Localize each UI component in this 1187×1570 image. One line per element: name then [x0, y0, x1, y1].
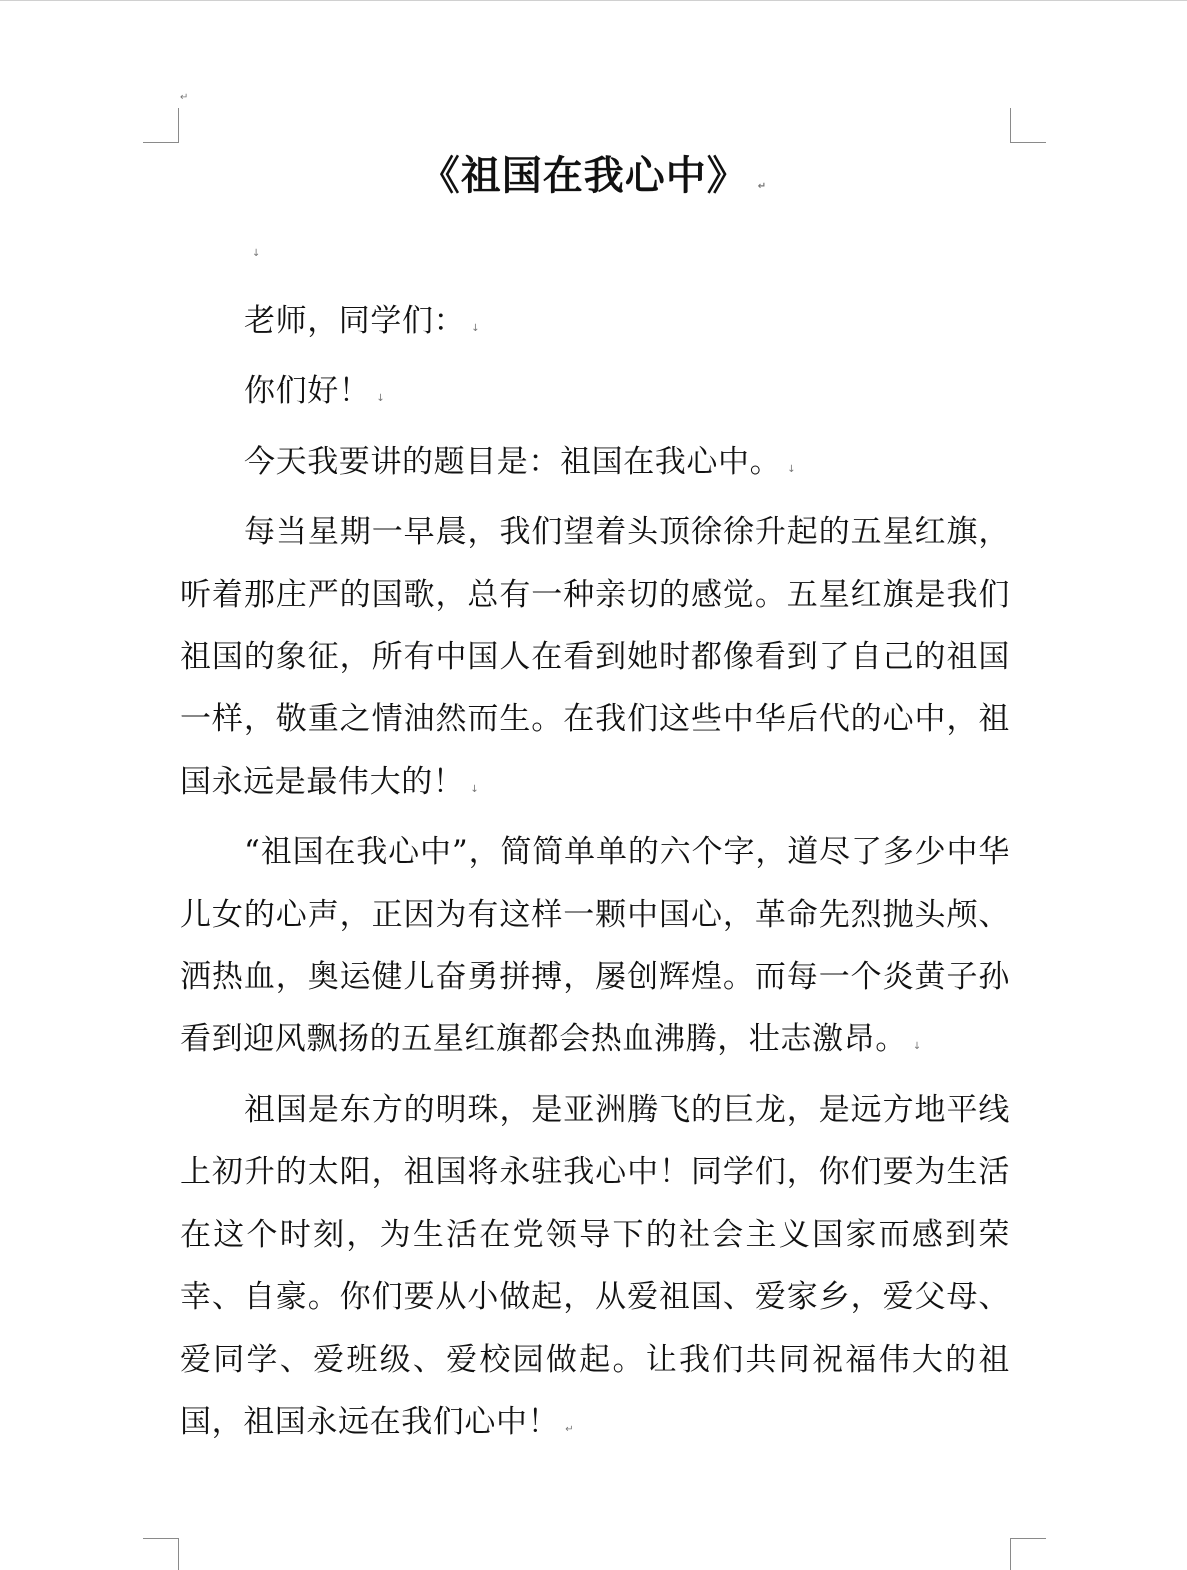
paragraph-mark-icon: ↵ [757, 181, 768, 192]
title-text: 《祖国在我心中》 [419, 153, 748, 199]
margin-corner-mark-bottom-left [143, 1538, 179, 1570]
page-top-edge [0, 0, 1187, 1]
margin-corner-mark-top-left [143, 108, 179, 143]
document-title[interactable] [0, 150, 1187, 213]
paragraph-body-3[interactable]: 祖国是东方的明珠，是亚洲腾飞的巨龙，是远方地平线上初升的太阳，祖国将永驻我心中！同学们，你们要为生活在这个时刻，为生活在党领导下的社会主义国家而感到荣幸、自豪。你们要从小做起，从爱祖国、爱家乡，爱父母、爱同学、爱班级、爱校园做起。让我们共同祝福伟大的祖国，祖国永远在我们心中！ ↵ [180, 1091, 1010, 1440]
paragraph-body-1[interactable]: 每当星期一早晨，我们望着头顶徐徐升起的五星红旗，听着那庄严的国歌，总有一种亲切的感觉。五星红旗是我们祖国的象征，所有中国人在看到她时都像看到了自己的祖国一样，敬重之情油然而生。在我们这些中华后代的心中，祖国永远是最伟大的！ ↓ [180, 514, 1010, 800]
paragraph-body-2[interactable]: “祖国在我心中”，简简单单的六个字，道尽了多少中华儿女的心声，正因为有这样一颗中国心，革命先烈抛头颅、洒热血，奥运健儿奋勇拼搏，屡创辉煌。而每一个炎黄子孙看到迎风飘扬的五星红旗都会热血沸腾，壮志激昂。 ↓ [180, 834, 1010, 1058]
margin-corner-mark-bottom-right [1010, 1538, 1046, 1570]
paragraph-greeting[interactable]: 老师，同学们： ↓ [244, 303, 481, 339]
document-body[interactable] [180, 290, 1010, 1461]
line-break-mark-icon: ↓ [912, 1041, 922, 1053]
line-break-mark-icon: ↓ [252, 248, 261, 259]
line-break-mark-icon: ↓ [787, 463, 797, 475]
line-break-mark-icon: ↓ [376, 393, 386, 405]
paragraph-topic[interactable]: 今天我要讲的题目是：祖国在我心中。 ↓ [244, 443, 797, 480]
paragraph-hello[interactable]: 你们好！ ↓ [244, 373, 386, 410]
line-break-mark-icon: ↓ [470, 783, 480, 795]
paragraph-mark-icon: ↵ [565, 1423, 575, 1435]
margin-corner-mark-top-right [1010, 108, 1046, 143]
line-break-mark-icon: ↓ [471, 323, 481, 334]
paragraph-mark-icon: ↵ [180, 92, 189, 103]
